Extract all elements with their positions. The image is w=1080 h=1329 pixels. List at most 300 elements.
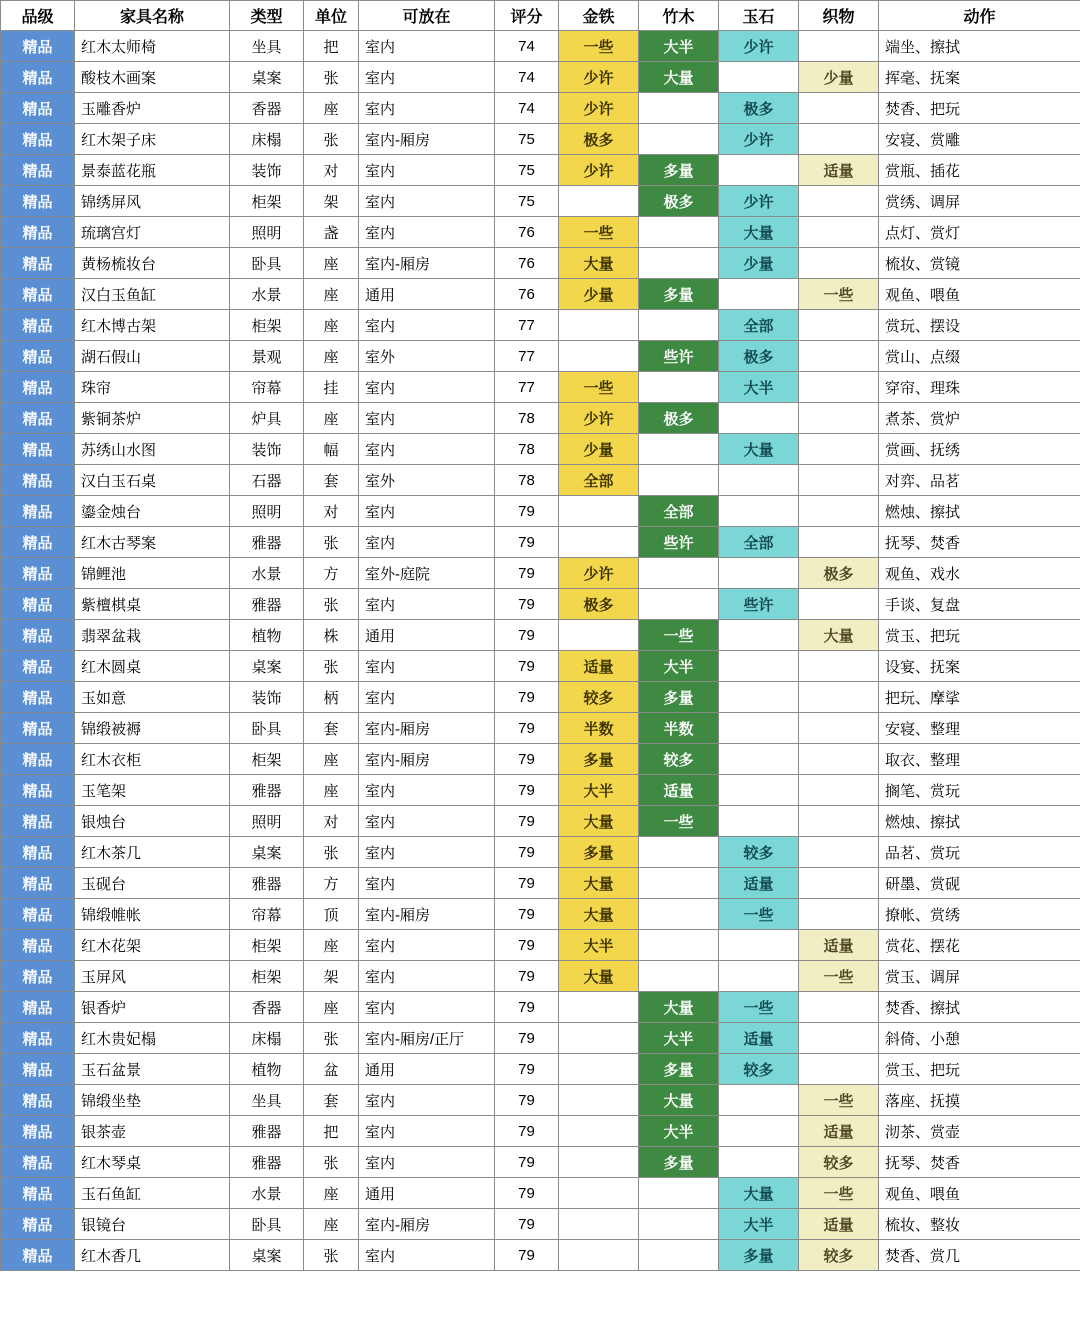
type-cell: 植物	[230, 1054, 304, 1085]
grade-cell: 精品	[1, 775, 75, 806]
place-cell: 室内	[359, 1116, 495, 1147]
column-header-action: 动作	[879, 1, 1080, 31]
place-cell: 室内	[359, 403, 495, 434]
metal-cell	[559, 186, 639, 217]
metal-cell	[559, 527, 639, 558]
type-cell: 雅器	[230, 527, 304, 558]
name-cell: 琉璃宫灯	[75, 217, 230, 248]
action-cell: 安寝、整理	[879, 713, 1080, 744]
action-cell: 赏山、点缀	[879, 341, 1080, 372]
name-cell: 红木花架	[75, 930, 230, 961]
fabric-cell	[799, 527, 879, 558]
fabric-cell: 适量	[799, 155, 879, 186]
metal-cell: 少许	[559, 403, 639, 434]
score-cell: 76	[495, 279, 559, 310]
score-cell: 79	[495, 1209, 559, 1240]
score-cell: 78	[495, 403, 559, 434]
grade-cell: 精品	[1, 527, 75, 558]
jade-cell	[719, 403, 799, 434]
name-cell: 湖石假山	[75, 341, 230, 372]
name-cell: 银香炉	[75, 992, 230, 1023]
grade-cell: 精品	[1, 372, 75, 403]
grade-cell: 精品	[1, 93, 75, 124]
name-cell: 景泰蓝花瓶	[75, 155, 230, 186]
fabric-cell: 一些	[799, 961, 879, 992]
jade-cell: 大半	[719, 372, 799, 403]
place-cell: 室内	[359, 31, 495, 62]
table-row	[1, 1240, 1080, 1271]
column-header-name: 家具名称	[75, 1, 230, 31]
grade-cell: 精品	[1, 248, 75, 279]
place-cell: 室内-厢房	[359, 124, 495, 155]
type-cell: 柜架	[230, 930, 304, 961]
bamboo-cell	[639, 93, 719, 124]
metal-cell: 一些	[559, 217, 639, 248]
metal-cell	[559, 1085, 639, 1116]
name-cell: 红木架子床	[75, 124, 230, 155]
type-cell: 坐具	[230, 31, 304, 62]
place-cell: 室内-厢房	[359, 1209, 495, 1240]
grade-cell: 精品	[1, 62, 75, 93]
bamboo-cell: 一些	[639, 806, 719, 837]
metal-cell	[559, 1178, 639, 1209]
type-cell: 香器	[230, 992, 304, 1023]
metal-cell: 大半	[559, 930, 639, 961]
jade-cell	[719, 558, 799, 589]
type-cell: 水景	[230, 1178, 304, 1209]
table-body	[1, 31, 1080, 1271]
score-cell: 79	[495, 899, 559, 930]
place-cell: 室内	[359, 961, 495, 992]
score-cell: 79	[495, 775, 559, 806]
metal-cell: 少许	[559, 558, 639, 589]
place-cell: 室内	[359, 806, 495, 837]
action-cell: 观鱼、喂鱼	[879, 1178, 1080, 1209]
place-cell: 室内	[359, 1240, 495, 1271]
name-cell: 红木太师椅	[75, 31, 230, 62]
type-cell: 柜架	[230, 310, 304, 341]
fabric-cell	[799, 744, 879, 775]
jade-cell: 大半	[719, 1209, 799, 1240]
bamboo-cell	[639, 248, 719, 279]
place-cell: 室内	[359, 93, 495, 124]
bamboo-cell: 多量	[639, 1054, 719, 1085]
metal-cell	[559, 992, 639, 1023]
score-cell: 76	[495, 248, 559, 279]
fabric-cell	[799, 310, 879, 341]
place-cell: 室内	[359, 1085, 495, 1116]
type-cell: 照明	[230, 806, 304, 837]
type-cell: 雅器	[230, 1147, 304, 1178]
jade-cell: 全部	[719, 310, 799, 341]
metal-cell: 极多	[559, 589, 639, 620]
metal-cell: 半数	[559, 713, 639, 744]
column-header-fabric: 织物	[799, 1, 879, 31]
unit-cell: 把	[304, 31, 359, 62]
table-row	[1, 527, 1080, 558]
bamboo-cell	[639, 372, 719, 403]
unit-cell: 座	[304, 248, 359, 279]
fabric-cell	[799, 341, 879, 372]
action-cell: 把玩、摩挲	[879, 682, 1080, 713]
score-cell: 77	[495, 341, 559, 372]
metal-cell: 大量	[559, 248, 639, 279]
place-cell: 室内	[359, 651, 495, 682]
score-cell: 79	[495, 1116, 559, 1147]
name-cell: 玉砚台	[75, 868, 230, 899]
place-cell: 室内	[359, 775, 495, 806]
jade-cell: 些许	[719, 589, 799, 620]
bamboo-cell: 全部	[639, 496, 719, 527]
fabric-cell	[799, 217, 879, 248]
unit-cell: 张	[304, 1023, 359, 1054]
jade-cell: 一些	[719, 899, 799, 930]
metal-cell: 一些	[559, 31, 639, 62]
place-cell: 室内-厢房	[359, 899, 495, 930]
action-cell: 点灯、赏灯	[879, 217, 1080, 248]
action-cell: 梳妆、赏镜	[879, 248, 1080, 279]
fabric-cell: 少量	[799, 62, 879, 93]
type-cell: 石器	[230, 465, 304, 496]
unit-cell: 盆	[304, 1054, 359, 1085]
name-cell: 锦缎坐垫	[75, 1085, 230, 1116]
jade-cell: 大量	[719, 434, 799, 465]
grade-cell: 精品	[1, 558, 75, 589]
unit-cell: 座	[304, 744, 359, 775]
score-cell: 79	[495, 1023, 559, 1054]
grade-cell: 精品	[1, 217, 75, 248]
type-cell: 照明	[230, 217, 304, 248]
fabric-cell	[799, 403, 879, 434]
action-cell: 沏茶、赏壶	[879, 1116, 1080, 1147]
metal-cell: 少许	[559, 93, 639, 124]
table-row	[1, 248, 1080, 279]
place-cell: 室内	[359, 527, 495, 558]
metal-cell	[559, 341, 639, 372]
table-row	[1, 651, 1080, 682]
fabric-cell	[799, 589, 879, 620]
jade-cell: 多量	[719, 1240, 799, 1271]
name-cell: 红木贵妃榻	[75, 1023, 230, 1054]
score-cell: 79	[495, 1054, 559, 1085]
grade-cell: 精品	[1, 155, 75, 186]
jade-cell	[719, 620, 799, 651]
unit-cell: 方	[304, 558, 359, 589]
type-cell: 卧具	[230, 713, 304, 744]
metal-cell: 全部	[559, 465, 639, 496]
fabric-cell: 适量	[799, 1116, 879, 1147]
fabric-cell: 大量	[799, 620, 879, 651]
metal-cell	[559, 1116, 639, 1147]
score-cell: 79	[495, 992, 559, 1023]
fabric-cell	[799, 899, 879, 930]
table-row	[1, 837, 1080, 868]
place-cell: 室外	[359, 465, 495, 496]
action-cell: 燃烛、擦拭	[879, 496, 1080, 527]
score-cell: 79	[495, 527, 559, 558]
unit-cell: 座	[304, 93, 359, 124]
jade-cell	[719, 496, 799, 527]
column-header-place: 可放在	[359, 1, 495, 31]
score-cell: 78	[495, 465, 559, 496]
grade-cell: 精品	[1, 31, 75, 62]
grade-cell: 精品	[1, 992, 75, 1023]
unit-cell: 座	[304, 279, 359, 310]
score-cell: 79	[495, 496, 559, 527]
column-header-score: 评分	[495, 1, 559, 31]
unit-cell: 座	[304, 930, 359, 961]
table-row	[1, 496, 1080, 527]
fabric-cell	[799, 1054, 879, 1085]
jade-cell: 一些	[719, 992, 799, 1023]
grade-cell: 精品	[1, 496, 75, 527]
name-cell: 翡翠盆栽	[75, 620, 230, 651]
score-cell: 79	[495, 1240, 559, 1271]
score-cell: 79	[495, 558, 559, 589]
table-row	[1, 217, 1080, 248]
fabric-cell	[799, 248, 879, 279]
bamboo-cell	[639, 434, 719, 465]
type-cell: 桌案	[230, 62, 304, 93]
metal-cell: 少量	[559, 279, 639, 310]
action-cell: 手谈、复盘	[879, 589, 1080, 620]
score-cell: 79	[495, 961, 559, 992]
bamboo-cell	[639, 1209, 719, 1240]
name-cell: 玉石盆景	[75, 1054, 230, 1085]
score-cell: 79	[495, 651, 559, 682]
table-row	[1, 1085, 1080, 1116]
bamboo-cell: 些许	[639, 527, 719, 558]
score-cell: 79	[495, 744, 559, 775]
name-cell: 鎏金烛台	[75, 496, 230, 527]
name-cell: 苏绣山水图	[75, 434, 230, 465]
score-cell: 77	[495, 310, 559, 341]
metal-cell: 少许	[559, 62, 639, 93]
grade-cell: 精品	[1, 1240, 75, 1271]
type-cell: 床榻	[230, 124, 304, 155]
type-cell: 床榻	[230, 1023, 304, 1054]
name-cell: 银镜台	[75, 1209, 230, 1240]
action-cell: 焚香、把玩	[879, 93, 1080, 124]
place-cell: 室内	[359, 992, 495, 1023]
bamboo-cell	[639, 558, 719, 589]
action-cell: 赏玩、摆设	[879, 310, 1080, 341]
grade-cell: 精品	[1, 403, 75, 434]
unit-cell: 张	[304, 837, 359, 868]
type-cell: 照明	[230, 496, 304, 527]
table-row	[1, 744, 1080, 775]
place-cell: 室内-厢房	[359, 248, 495, 279]
grade-cell: 精品	[1, 1054, 75, 1085]
name-cell: 锦缎帷帐	[75, 899, 230, 930]
metal-cell: 大半	[559, 775, 639, 806]
place-cell: 室内	[359, 682, 495, 713]
column-header-grade: 品级	[1, 1, 75, 31]
place-cell: 室内	[359, 310, 495, 341]
table-row	[1, 930, 1080, 961]
grade-cell: 精品	[1, 310, 75, 341]
table-row	[1, 465, 1080, 496]
column-header-type: 类型	[230, 1, 304, 31]
table-row	[1, 279, 1080, 310]
unit-cell: 架	[304, 961, 359, 992]
jade-cell	[719, 806, 799, 837]
unit-cell: 张	[304, 1240, 359, 1271]
table-row	[1, 93, 1080, 124]
action-cell: 斜倚、小憩	[879, 1023, 1080, 1054]
name-cell: 玉屏风	[75, 961, 230, 992]
type-cell: 帘幕	[230, 372, 304, 403]
table-row	[1, 806, 1080, 837]
bamboo-cell	[639, 961, 719, 992]
fabric-cell	[799, 186, 879, 217]
type-cell: 装饰	[230, 434, 304, 465]
place-cell: 室内	[359, 1147, 495, 1178]
score-cell: 75	[495, 124, 559, 155]
bamboo-cell	[639, 124, 719, 155]
name-cell: 锦鲤池	[75, 558, 230, 589]
column-header-metal: 金铁	[559, 1, 639, 31]
action-cell: 焚香、赏几	[879, 1240, 1080, 1271]
jade-cell: 少许	[719, 31, 799, 62]
metal-cell: 多量	[559, 837, 639, 868]
type-cell: 香器	[230, 93, 304, 124]
grade-cell: 精品	[1, 651, 75, 682]
fabric-cell	[799, 93, 879, 124]
name-cell: 红木衣柜	[75, 744, 230, 775]
metal-cell	[559, 496, 639, 527]
action-cell: 落座、抚摸	[879, 1085, 1080, 1116]
grade-cell: 精品	[1, 837, 75, 868]
action-cell: 赏绣、调屏	[879, 186, 1080, 217]
type-cell: 装饰	[230, 155, 304, 186]
action-cell: 搁笔、赏玩	[879, 775, 1080, 806]
bamboo-cell: 多量	[639, 682, 719, 713]
type-cell: 装饰	[230, 682, 304, 713]
fabric-cell: 极多	[799, 558, 879, 589]
jade-cell	[719, 651, 799, 682]
type-cell: 雅器	[230, 589, 304, 620]
place-cell: 通用	[359, 620, 495, 651]
place-cell: 室内	[359, 837, 495, 868]
action-cell: 观鱼、戏水	[879, 558, 1080, 589]
grade-cell: 精品	[1, 1023, 75, 1054]
name-cell: 酸枝木画案	[75, 62, 230, 93]
bamboo-cell: 半数	[639, 713, 719, 744]
place-cell: 通用	[359, 1178, 495, 1209]
metal-cell: 多量	[559, 744, 639, 775]
jade-cell	[719, 961, 799, 992]
name-cell: 红木博古架	[75, 310, 230, 341]
score-cell: 79	[495, 806, 559, 837]
name-cell: 玉雕香炉	[75, 93, 230, 124]
bamboo-cell	[639, 465, 719, 496]
action-cell: 安寝、赏雕	[879, 124, 1080, 155]
header-row	[1, 1, 1080, 31]
score-cell: 79	[495, 1178, 559, 1209]
table-row	[1, 713, 1080, 744]
fabric-cell	[799, 837, 879, 868]
table-row	[1, 372, 1080, 403]
grade-cell: 精品	[1, 806, 75, 837]
bamboo-cell: 适量	[639, 775, 719, 806]
metal-cell: 大量	[559, 806, 639, 837]
type-cell: 水景	[230, 279, 304, 310]
unit-cell: 对	[304, 806, 359, 837]
table-row	[1, 1178, 1080, 1209]
bamboo-cell: 大量	[639, 1085, 719, 1116]
jade-cell: 适量	[719, 868, 799, 899]
bamboo-cell	[639, 930, 719, 961]
unit-cell: 方	[304, 868, 359, 899]
type-cell: 桌案	[230, 837, 304, 868]
jade-cell: 全部	[719, 527, 799, 558]
table-header	[1, 1, 1080, 31]
score-cell: 79	[495, 930, 559, 961]
bamboo-cell	[639, 217, 719, 248]
metal-cell	[559, 1240, 639, 1271]
grade-cell: 精品	[1, 465, 75, 496]
name-cell: 银茶壶	[75, 1116, 230, 1147]
action-cell: 研墨、赏砚	[879, 868, 1080, 899]
fabric-cell: 较多	[799, 1147, 879, 1178]
score-cell: 74	[495, 31, 559, 62]
column-header-unit: 单位	[304, 1, 359, 31]
type-cell: 植物	[230, 620, 304, 651]
place-cell: 室内	[359, 496, 495, 527]
bamboo-cell	[639, 589, 719, 620]
unit-cell: 座	[304, 310, 359, 341]
grade-cell: 精品	[1, 930, 75, 961]
place-cell: 室内-厢房	[359, 744, 495, 775]
jade-cell: 极多	[719, 341, 799, 372]
action-cell: 穿帘、理珠	[879, 372, 1080, 403]
name-cell: 紫檀棋桌	[75, 589, 230, 620]
grade-cell: 精品	[1, 1147, 75, 1178]
metal-cell	[559, 620, 639, 651]
action-cell: 观鱼、喂鱼	[879, 279, 1080, 310]
bamboo-cell: 大半	[639, 31, 719, 62]
name-cell: 汉白玉石桌	[75, 465, 230, 496]
fabric-cell: 适量	[799, 930, 879, 961]
place-cell: 通用	[359, 1054, 495, 1085]
jade-cell: 极多	[719, 93, 799, 124]
type-cell: 景观	[230, 341, 304, 372]
grade-cell: 精品	[1, 682, 75, 713]
score-cell: 79	[495, 837, 559, 868]
score-cell: 74	[495, 62, 559, 93]
jade-cell: 少许	[719, 186, 799, 217]
place-cell: 室内	[359, 217, 495, 248]
metal-cell: 适量	[559, 651, 639, 682]
fabric-cell	[799, 651, 879, 682]
action-cell: 赏玉、把玩	[879, 1054, 1080, 1085]
jade-cell	[719, 1085, 799, 1116]
grade-cell: 精品	[1, 1209, 75, 1240]
table-row	[1, 186, 1080, 217]
score-cell: 74	[495, 93, 559, 124]
name-cell: 红木琴桌	[75, 1147, 230, 1178]
unit-cell: 套	[304, 465, 359, 496]
grade-cell: 精品	[1, 899, 75, 930]
type-cell: 雅器	[230, 868, 304, 899]
metal-cell	[559, 1023, 639, 1054]
fabric-cell	[799, 1023, 879, 1054]
place-cell: 室内	[359, 868, 495, 899]
fabric-cell	[799, 992, 879, 1023]
score-cell: 77	[495, 372, 559, 403]
type-cell: 炉具	[230, 403, 304, 434]
